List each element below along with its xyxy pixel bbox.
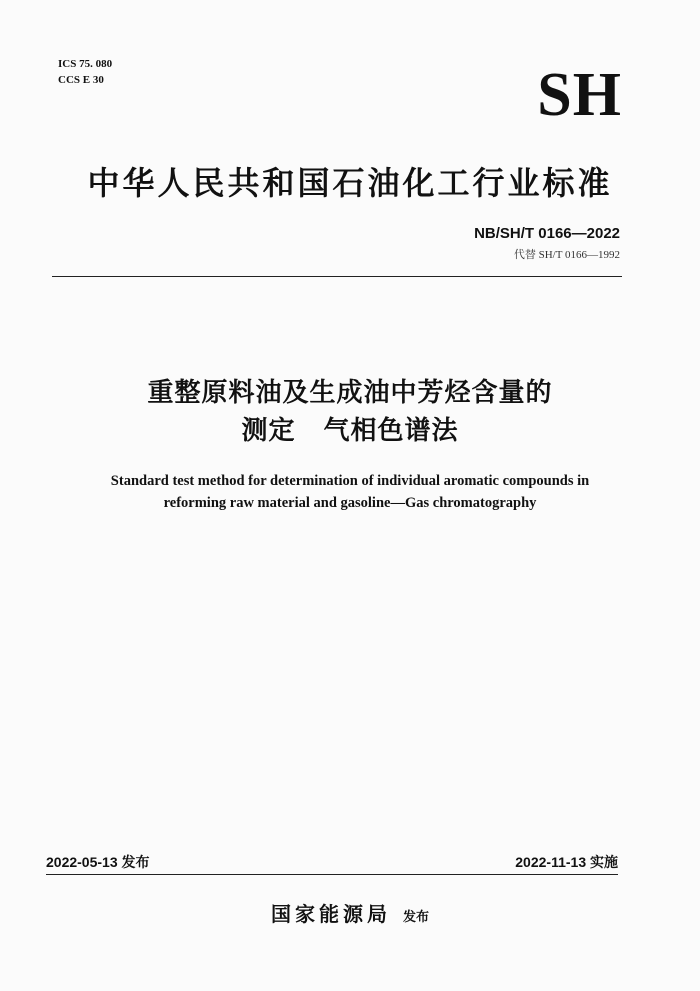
english-title-line-2: reforming raw material and gasoline—Gas chromatography (163, 495, 537, 511)
english-title (40, 470, 660, 514)
standard-number: NB/SH/T 0166—2022 (474, 225, 620, 242)
top-divider (52, 276, 622, 277)
chinese-title-line-2 (0, 410, 700, 447)
ccs-code: CCS E 30 (58, 74, 104, 86)
replaces-note: 代替 SH/T 0166—1992 (513, 249, 620, 261)
standard-type-heading: 中华人民共和国石油化工行业标准 (87, 164, 613, 202)
chinese-title-part-a: 测定 (241, 416, 296, 446)
implementation-date: 2022-11-13 实施 (515, 854, 618, 870)
chinese-title-part-b: 气相色谱法 (323, 416, 459, 446)
classification-codes (58, 56, 112, 88)
issue-date: 2022-05-13 发布 (46, 854, 150, 870)
sh-logo: SH (537, 61, 622, 129)
issuer-line (0, 898, 700, 927)
issue-action: 发布 (402, 910, 429, 925)
ics-code: ICS 75. 080 (58, 58, 113, 70)
bottom-divider (46, 874, 618, 875)
english-title-line-1: Standard test method for determination of individual aromatic compounds in (110, 473, 590, 489)
issuing-organization: 国家能源局 (270, 902, 391, 926)
chinese-title-line-1: 重整原料油及生成油中芳烃含量的 (147, 378, 553, 408)
